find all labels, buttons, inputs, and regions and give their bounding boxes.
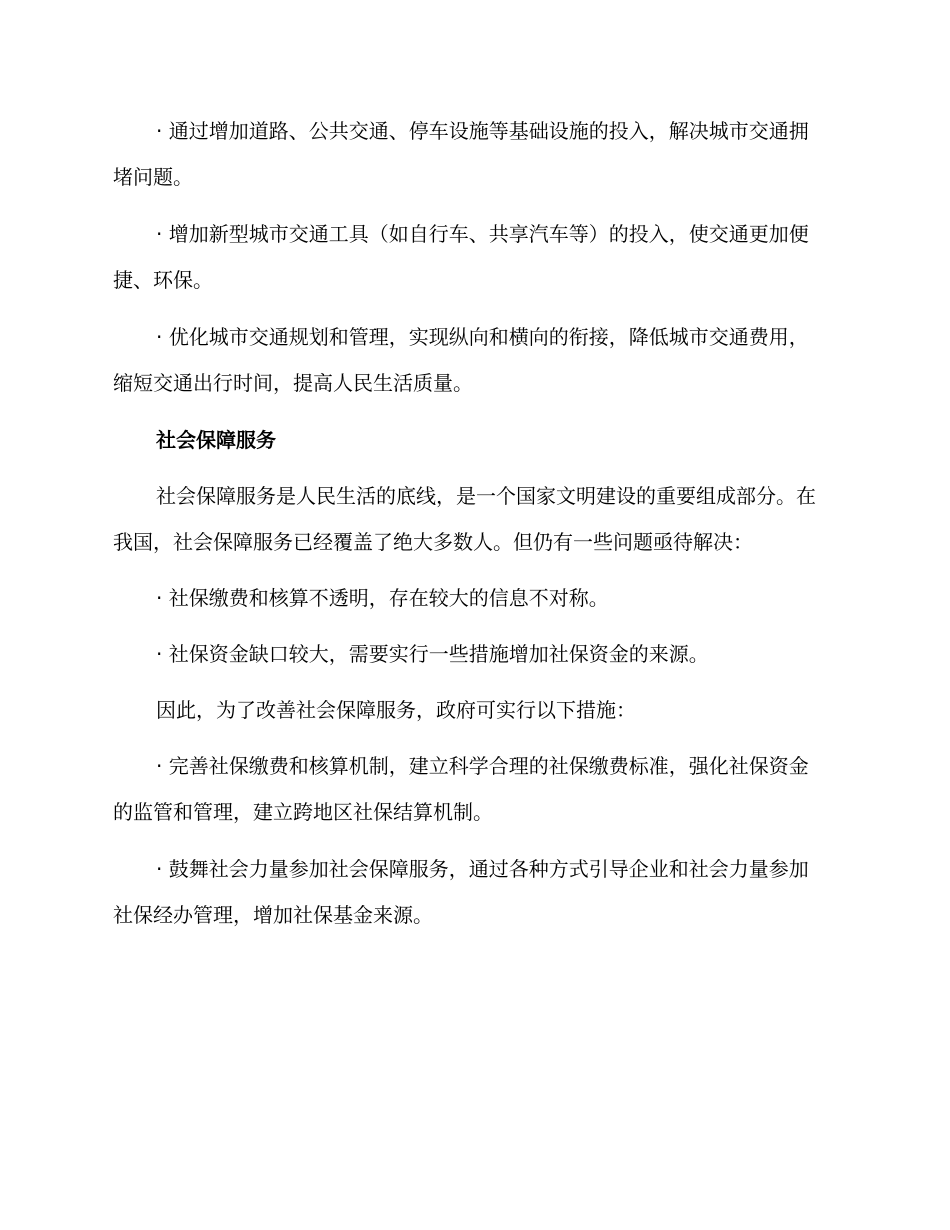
- bullet-paragraph-infrastructure: · 通过增加道路、公共交通、停车设施等基础设施的投入，解决城市交通拥堵问题。: [113, 119, 809, 189]
- bullet-paragraph-planning: · 优化城市交通规划和管理，实现纵向和横向的衔接，降低城市交通费用，缩短交通出行时间，提高人民生活质量。: [113, 325, 809, 395]
- body-paragraph-intro: 社会保障服务是人民生活的底线，是一个国家文明建设的重要组成部分。在我国，社会保障服务已经覆盖了绝大多数人。但仍有一些问题亟待解决：: [113, 484, 816, 554]
- section-heading: 社会保障服务: [156, 428, 276, 452]
- bullet-paragraph-funding-gap: · 社保资金缺口较大，需要实行一些措施增加社保资金的来源。: [156, 642, 709, 666]
- bullet-paragraph-new-transport: · 增加新型城市交通工具（如自行车、共享汽车等）的投入，使交通更加便捷、环保。: [113, 222, 809, 292]
- body-paragraph-measures: 因此，为了改善社会保障服务，政府可实行以下措施：: [156, 698, 636, 722]
- document-body: [113, 108, 823, 949]
- bullet-paragraph-transparency: · 社保缴费和核算不透明，存在较大的信息不对称。: [156, 586, 609, 610]
- bullet-paragraph-social-forces: · 鼓舞社会力量参加社会保障服务，通过各种方式引导企业和社会力量参加社保经办管理，增加社保基金来源。: [113, 857, 809, 927]
- bullet-paragraph-mechanism: · 完善社保缴费和核算机制，建立科学合理的社保缴费标准，强化社保资金的监管和管理，建立跨地区社保结算机制。: [113, 754, 809, 824]
